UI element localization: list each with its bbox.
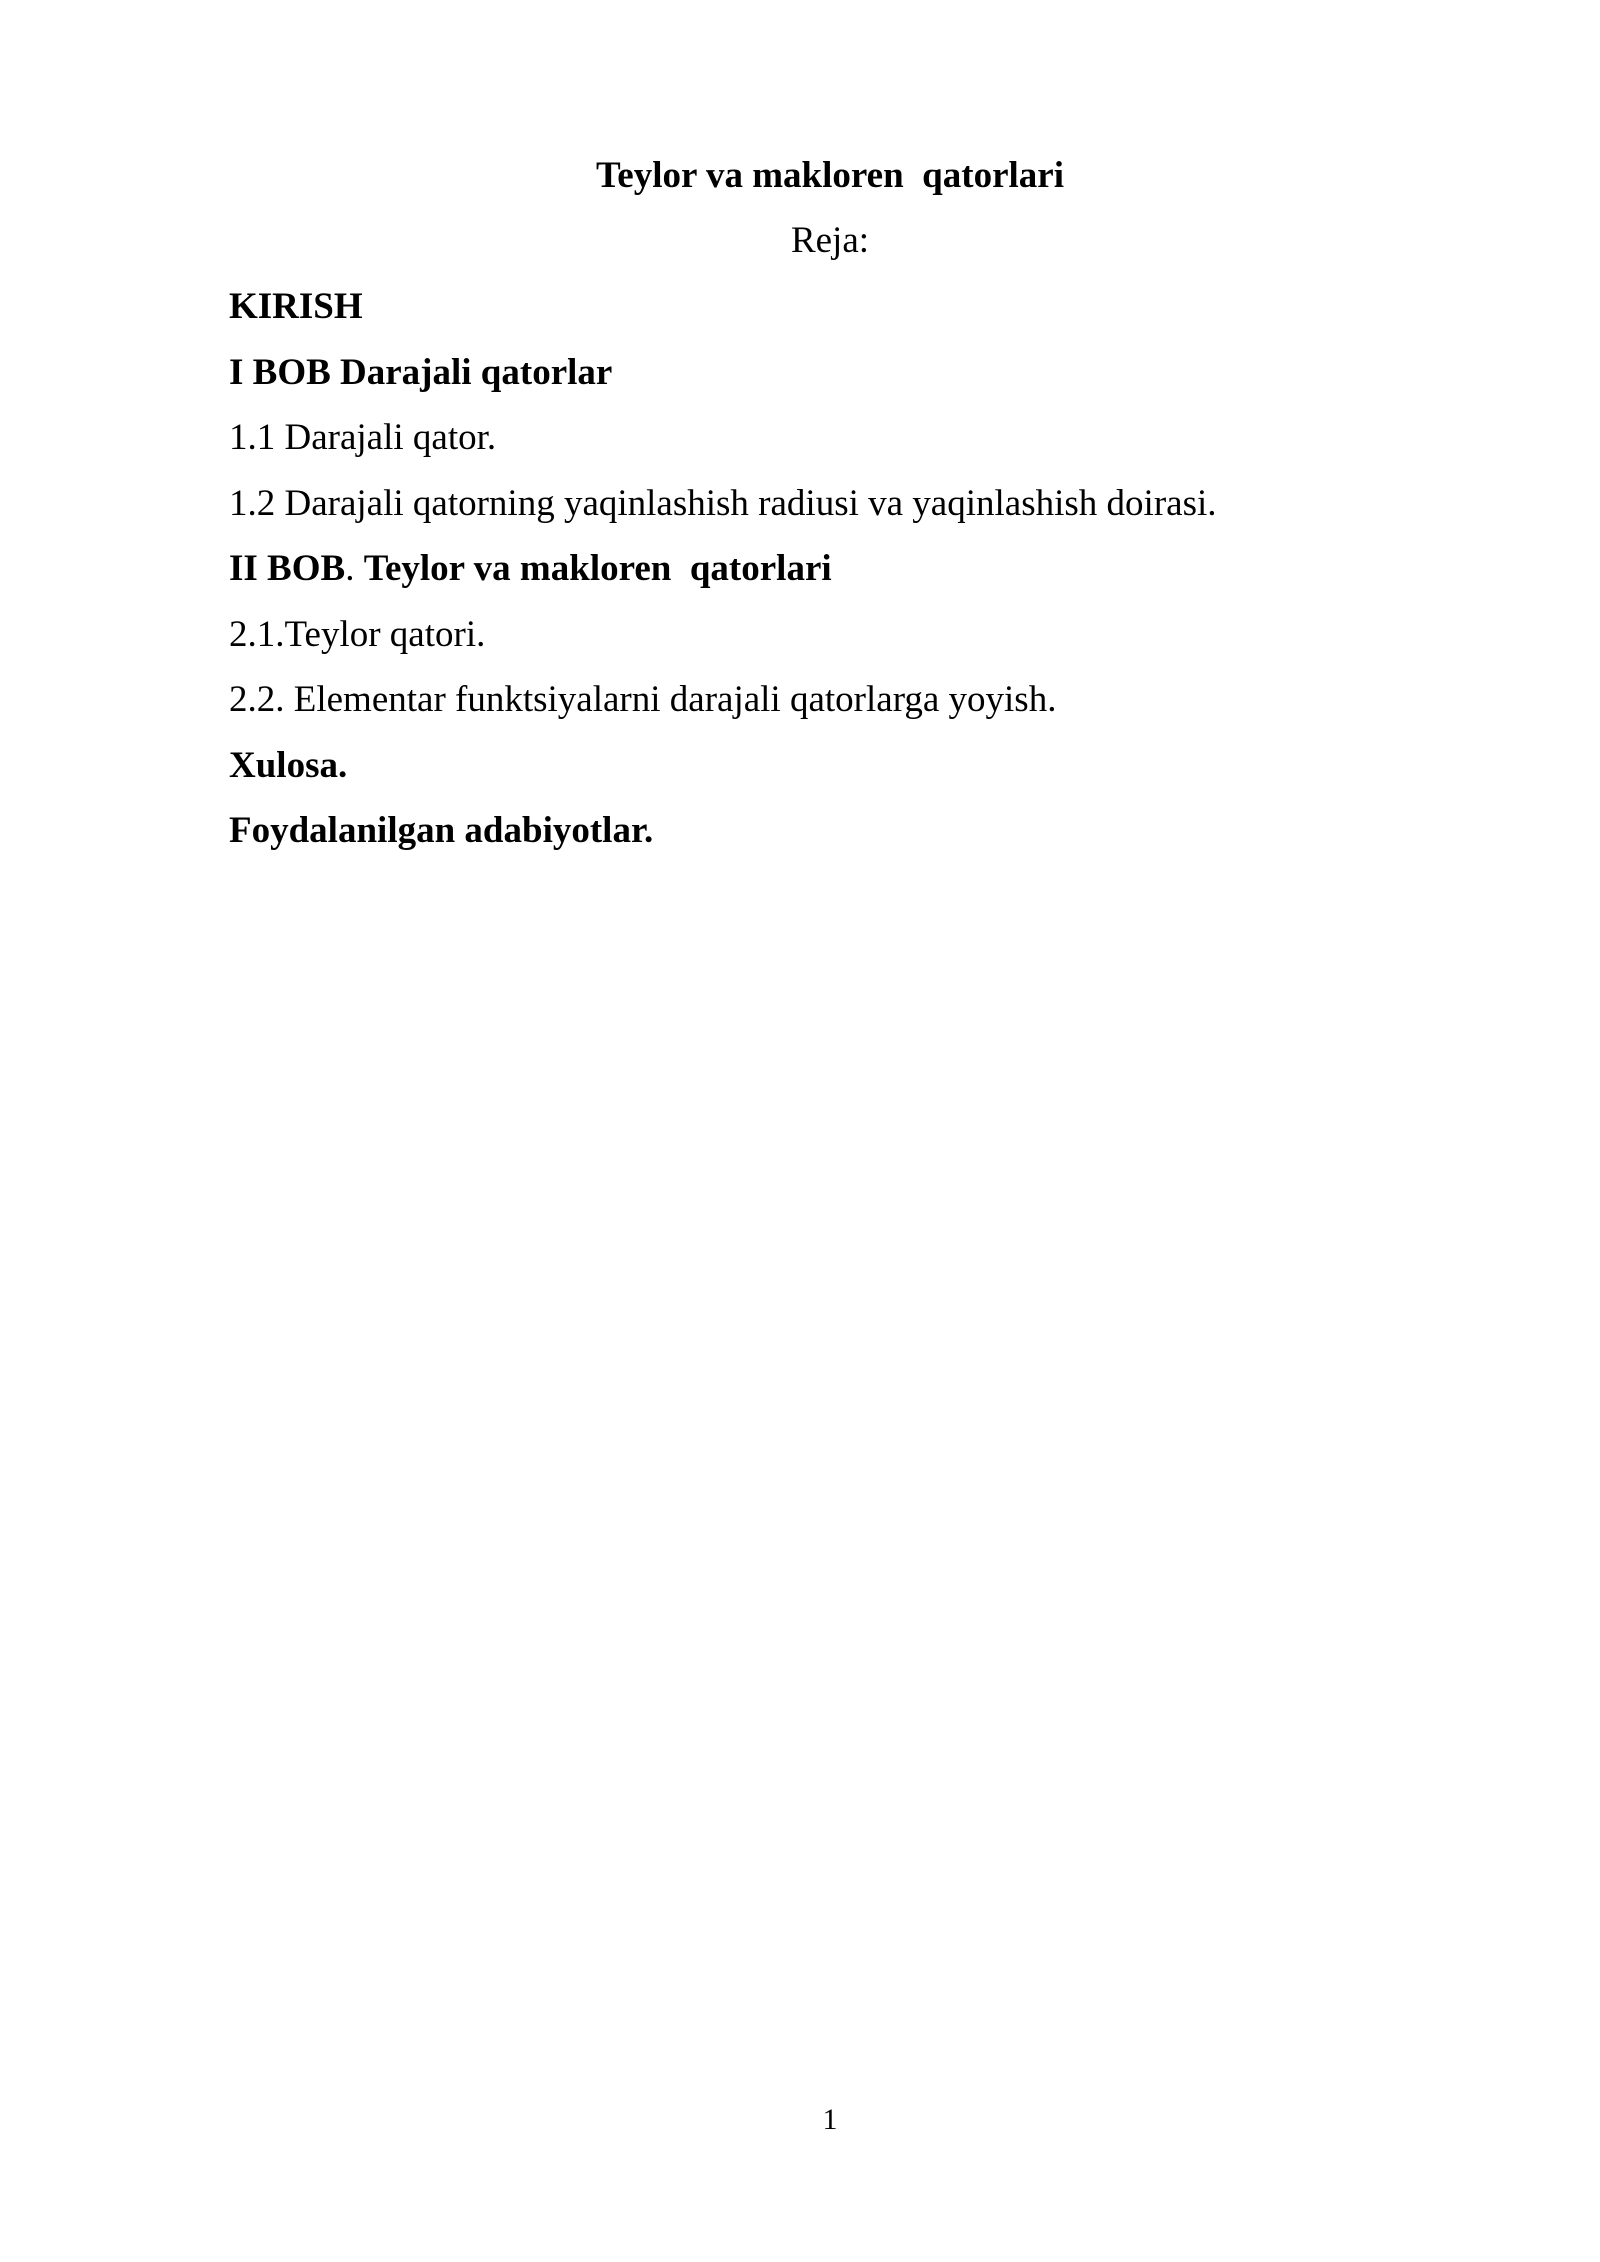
toc-chapter-1: I BOB Darajali qatorlar — [229, 351, 613, 393]
toc-chapter-2-label: II BOB — [229, 548, 346, 589]
toc-chapter-2 — [229, 543, 1389, 595]
toc-conclusion: Xulosa. — [229, 744, 348, 786]
toc-introduction: KIRISH — [229, 286, 363, 327]
plan-heading: Reja: — [790, 220, 870, 261]
table-of-contents — [229, 281, 1389, 871]
page-number: 1 — [822, 2103, 838, 2136]
toc-chapter-2-title: Teylor va makloren qatorlari — [363, 548, 832, 589]
toc-references: Foydalanilgan adabiyotlar. — [229, 810, 654, 851]
toc-section-1-1: 1.1 Darajali qator. — [229, 417, 497, 458]
toc-section-2-2: 2.2. Elementar funktsiyalarni darajali qatorlarga yoyish. — [229, 679, 1057, 720]
toc-section-1-2: 1.2 Darajali qatorning yaqinlashish radiusi va yaqinlashish doirasi. — [229, 482, 1217, 524]
toc-section-2-1: 2.1.Teylor qatori. — [229, 613, 486, 655]
document-title: Teylor va makloren qatorlari — [596, 155, 1064, 196]
toc-chapter-2-separator: . — [345, 548, 364, 589]
